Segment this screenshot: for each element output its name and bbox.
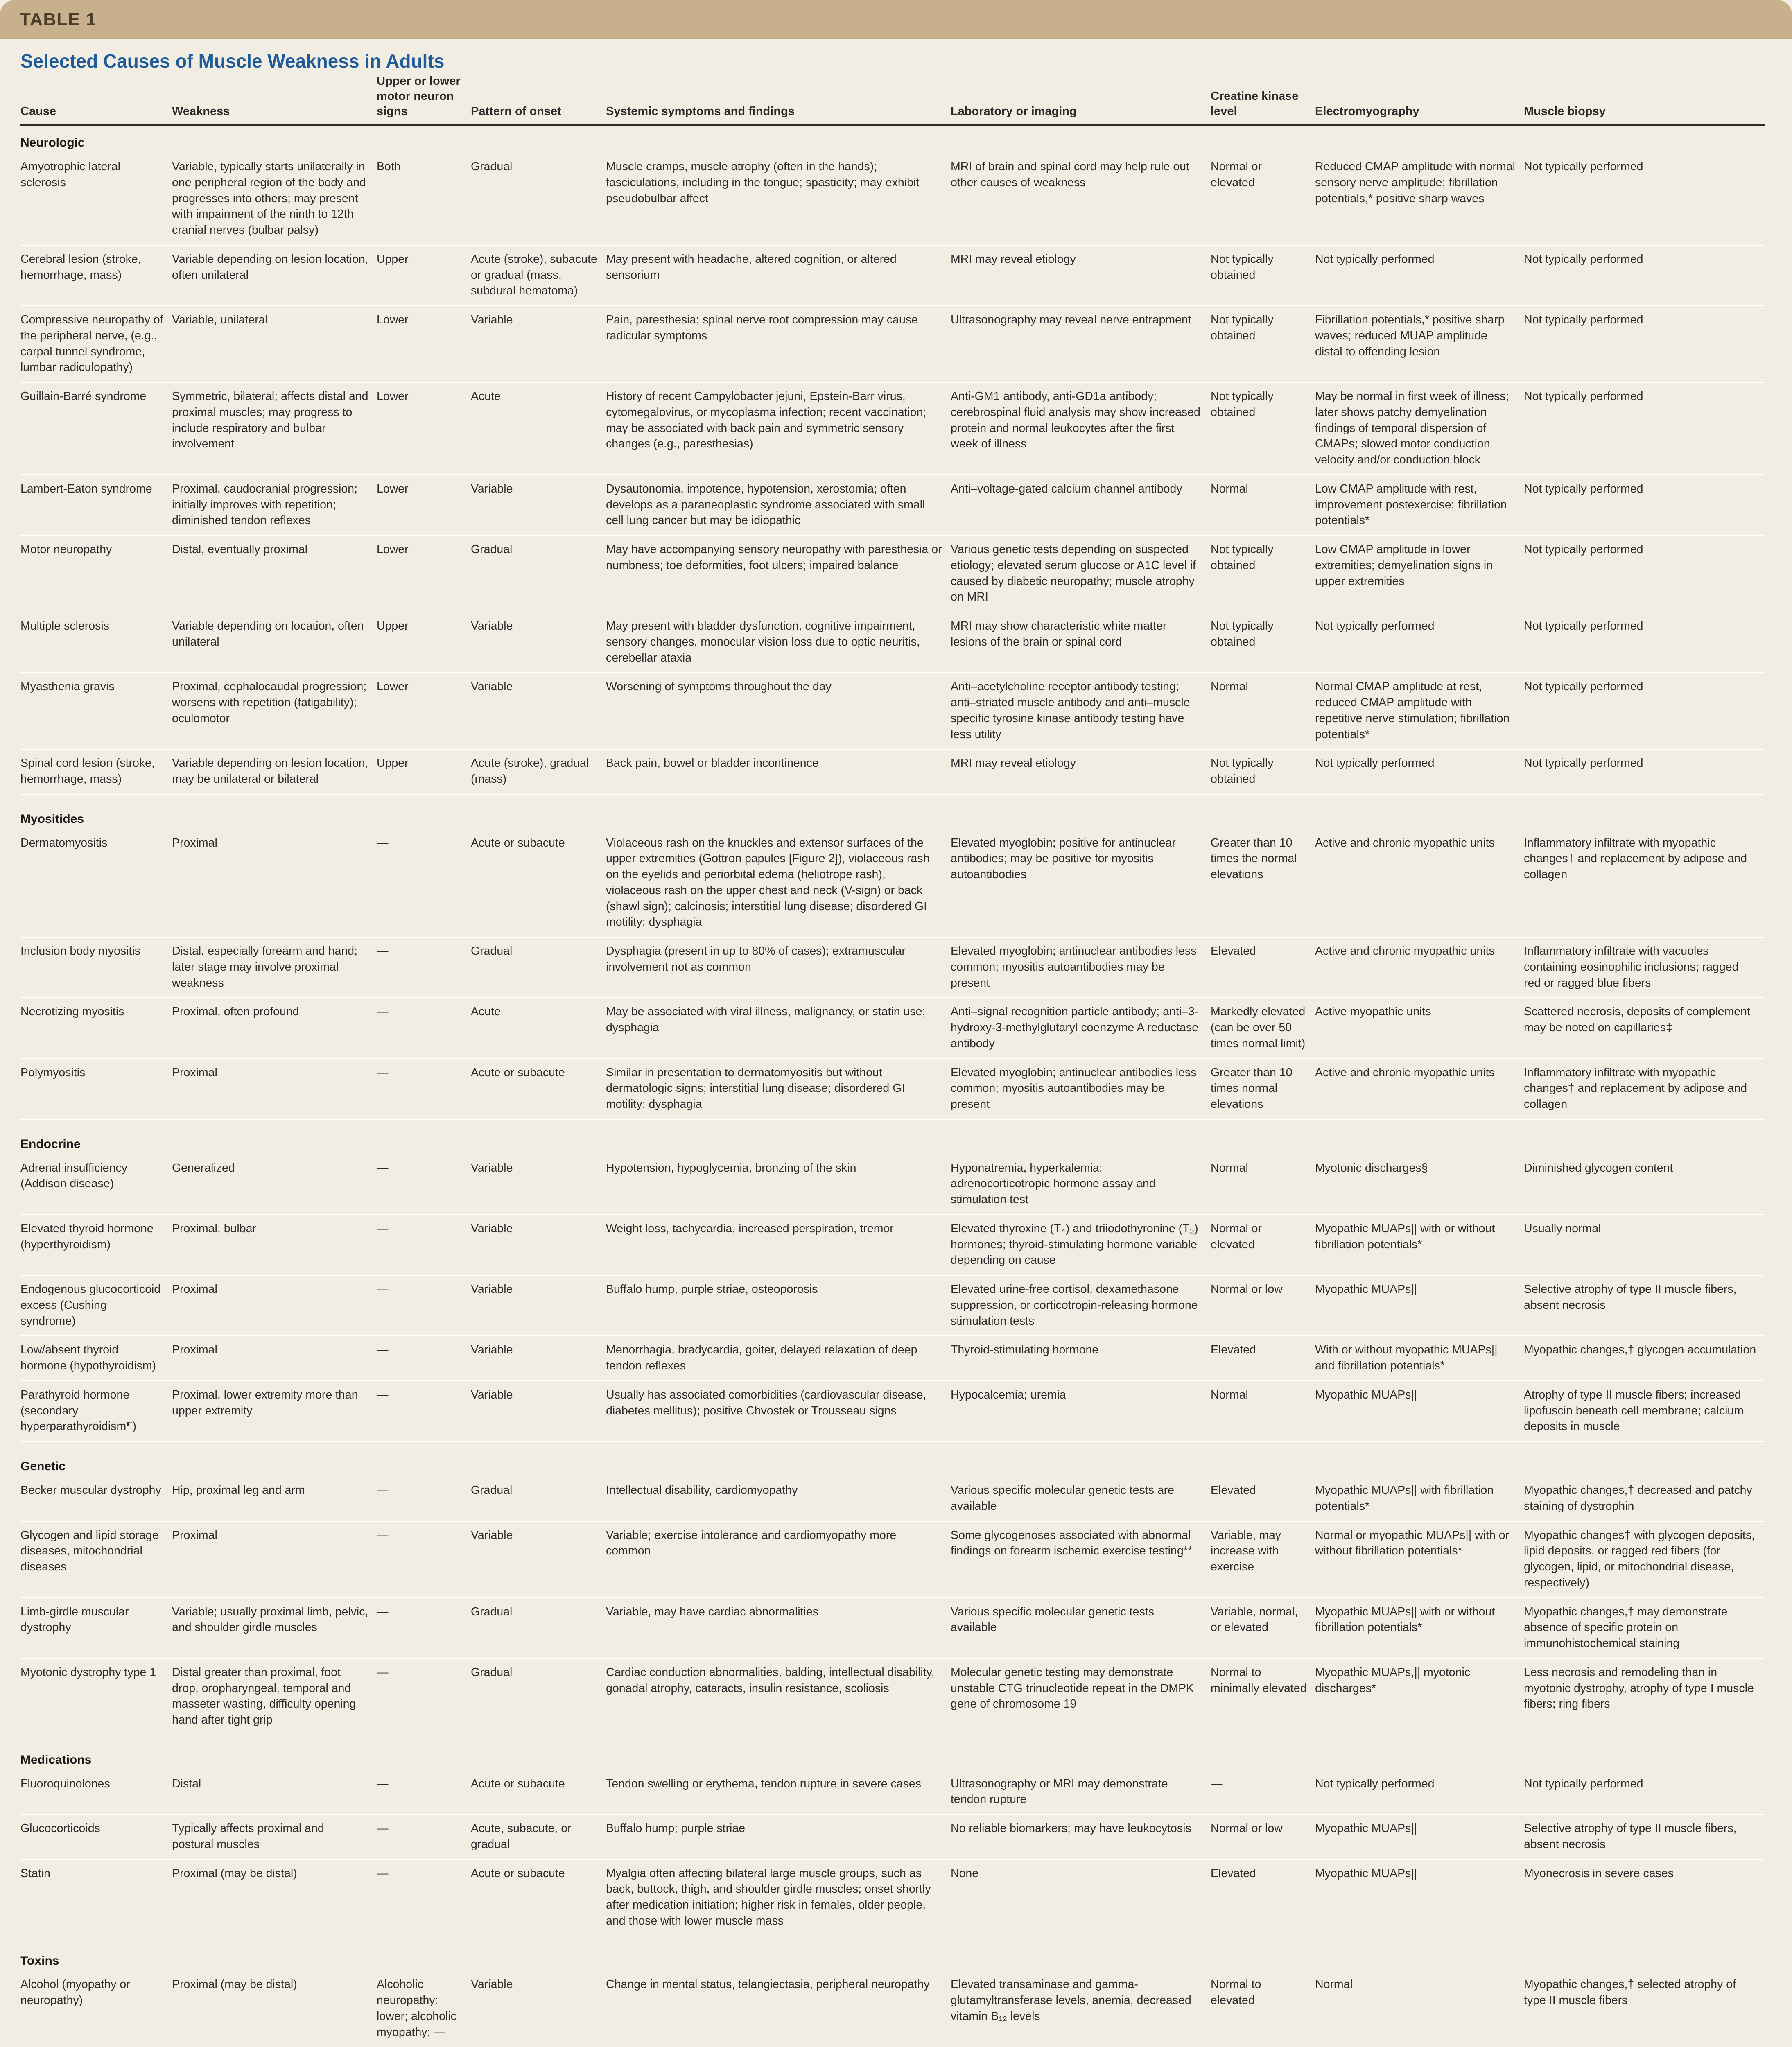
section-title: Neurologic [20,136,85,150]
table-row [20,1477,1765,1521]
column-header: Systemic symptoms and findings [606,74,951,125]
table-cell: Elevated thyroid hormone (hyperthyroidism) [20,1215,172,1275]
table-cell: Acute (stroke), subacute or gradual (mass, subdural hematoma) [471,245,606,306]
table-row [20,1059,1765,1119]
table-cell: Elevated myoglobin; antinuclear antibodies less common; myositis autoantibodies may be present [951,937,1211,998]
table-cell: — [377,1477,471,1521]
table-cell: MRI may show characteristic white matter lesions of the brain or spinal cord [951,612,1211,673]
table-cell: Not typically obtained [1211,612,1315,673]
table-cell: Upper [377,245,471,306]
table-cell: Myopathic MUAPs|| [1315,1859,1524,1936]
table-cell: Not typically performed [1524,245,1765,306]
table-cell: Elevated [1211,1336,1315,1381]
table-cell: Variable depending on lesion location, often unilateral [172,245,377,306]
column-header: Pattern of onset [471,74,606,125]
table-cell: Myonecrosis in severe cases [1524,1859,1765,1936]
table-cell: Generalized [172,1155,377,1215]
table-cell: — [377,1770,471,1815]
table-cell: Variable [471,1971,606,2047]
table-cell: History of recent Campylobacter jejuni, Epstein-Barr virus, cytomegalovirus, or mycoplasma infection; recent vaccination; may be associated with back pain and symmetric sensory changes (e.g., paresthesias) [606,382,951,475]
section-title: Endocrine [20,1137,81,1151]
table-cell: Distal, eventually proximal [172,535,377,612]
table-cell: Proximal, often profound [172,998,377,1058]
table-cell: Muscle cramps, muscle atrophy (often in the hands); fasciculations, including in the tongue; spasticity; may exhibit pseudobulbar affect [606,153,951,245]
table-cell: Elevated [1211,1477,1315,1521]
table-cell: Upper [377,749,471,794]
table-cell: — [377,1521,471,1598]
table-row [20,937,1765,998]
table-cell: Motor neuropathy [20,535,172,612]
table-cell: Pain, paresthesia; spinal nerve root compression may cause radicular symptoms [606,306,951,382]
table-cell: Not typically performed [1524,382,1765,475]
table-cell: Variable, typically starts unilaterally in one peripheral region of the body and progresses into others; may present with impairment of the ninth to 12th cranial nerves (bulbar palsy) [172,153,377,245]
table-cell: Not typically performed [1315,1770,1524,1815]
table-cell: Adrenal insufficiency (Addison disease) [20,1155,172,1215]
table-cell: Proximal [172,1521,377,1598]
table-cell: Intellectual disability, cardiomyopathy [606,1477,951,1521]
table-cell: Similar in presentation to dermatomyositis but without dermatologic signs; interstitial lung disease; disordered GI motility; dysphagia [606,1059,951,1119]
table-cell: Not typically performed [1315,612,1524,673]
table-cell: Variable depending on lesion location, may be unilateral or bilateral [172,749,377,794]
table-cell: Variable [471,475,606,535]
table-cell: Gradual [471,153,606,245]
table-row [20,612,1765,673]
table-cell: Gradual [471,535,606,612]
table-cell: Low CMAP amplitude with rest, improvement postexercise; fibrillation potentials* [1315,475,1524,535]
table-cell: None [951,1859,1211,1936]
table-cell: — [377,1859,471,1936]
table-cell: Proximal [172,1336,377,1381]
table-cell: Dysphagia (present in up to 80% of cases); extramuscular involvement not as common [606,937,951,998]
table-cell: Parathyroid hormone (secondary hyperparathyroidism¶) [20,1381,172,1441]
section-title: Toxins [20,1954,59,1968]
weakness-causes-table [20,74,1765,2047]
table-cell: Variable, may have cardiac abnormalities [606,1598,951,1658]
table-cell: Markedly elevated (can be over 50 times normal limit) [1211,998,1315,1058]
table-cell: MRI may reveal etiology [951,245,1211,306]
table-cell: Myopathic changes,† glycogen accumulation [1524,1336,1765,1381]
table-cell: MRI of brain and spinal cord may help rule out other causes of weakness [951,153,1211,245]
table-cell: Myopathic changes† with glycogen deposits, lipid deposits, or ragged red fibers (for glycogen, lipid, or mitochondrial disease, respectively) [1524,1521,1765,1598]
table-cell: Dermatomyositis [20,829,172,938]
table-cell: Variable, unilateral [172,306,377,382]
table-cell: Buffalo hump; purple striae [606,1814,951,1859]
table-cell: Molecular genetic testing may demonstrate unstable CTG trinucleotide repeat in the DMPK gene of chromosome 19 [951,1658,1211,1735]
table-cell: — [377,1381,471,1441]
table-cell: Elevated [1211,937,1315,998]
table-cell: Variable [471,1381,606,1441]
table-cell: Lower [377,475,471,535]
table-cell: Active myopathic units [1315,998,1524,1058]
table-cell: Diminished glycogen content [1524,1155,1765,1215]
table-cell: Active and chronic myopathic units [1315,937,1524,998]
table-cell: Acute or subacute [471,1859,606,1936]
section-header-row [20,1441,1765,1477]
table-cell: Violaceous rash on the knuckles and extensor surfaces of the upper extremities (Gottron papules [Figure 2]), violaceous rash on the eyelids and periorbital edema (heliotrope rash), violaceous rash on the upper chest and neck (V-sign) or back (shawl sign); calcinosis; interstitial lung disease; disordered GI motility; dysphagia [606,829,951,938]
table-row [20,245,1765,306]
table-cell: Glucocorticoids [20,1814,172,1859]
table-cell: Normal or elevated [1211,153,1315,245]
table-cell: Not typically obtained [1211,749,1315,794]
table-cell: Low/absent thyroid hormone (hypothyroidism) [20,1336,172,1381]
table-row [20,1381,1765,1441]
table-title: Selected Causes of Muscle Weakness in Adults [20,50,445,72]
table-cell: Myalgia often affecting bilateral large muscle groups, such as back, buttock, thigh, and shoulder girdle muscles; onset shortly after medication initiation; higher risk in females, older people, and those with lower muscle mass [606,1859,951,1936]
table-cell: Limb-girdle muscular dystrophy [20,1598,172,1658]
table-banner: TABLE 1 [0,0,1792,39]
table-cell: Variable [471,673,606,749]
table-row [20,1215,1765,1275]
table-cell: Normal [1211,1381,1315,1441]
table-row [20,306,1765,382]
table-body [20,125,1765,2047]
table-cell: Proximal [172,1275,377,1336]
table-cell: No reliable biomarkers; may have leukocytosis [951,1814,1211,1859]
table-cell: Myotonic discharges§ [1315,1155,1524,1215]
table-cell: May present with headache, altered cognition, or altered sensorium [606,245,951,306]
table-cell: Acute or subacute [471,1770,606,1815]
table-cell: Not typically obtained [1211,245,1315,306]
table-cell: Acute, subacute, or gradual [471,1814,606,1859]
table-cell: Not typically performed [1524,1770,1765,1815]
column-header: Creatine kinase level [1211,74,1315,125]
table-cell: Distal greater than proximal, foot drop, oropharyngeal, temporal and masseter wasting, difficulty opening hand after tight grip [172,1658,377,1735]
column-header: Weakness [172,74,377,125]
table-cell: — [377,998,471,1058]
table-cell: Buffalo hump, purple striae, osteoporosis [606,1275,951,1336]
table-row [20,475,1765,535]
table-cell: Normal CMAP amplitude at rest, reduced CMAP amplitude with repetitive nerve stimulation; fibrillation potentials* [1315,673,1524,749]
table-cell: Not typically performed [1524,612,1765,673]
table-cell: Greater than 10 times normal elevations [1211,1059,1315,1119]
table-cell: Ultrasonography or MRI may demonstrate tendon rupture [951,1770,1211,1815]
section-title: Medications [20,1753,92,1767]
table-cell: Not typically performed [1524,475,1765,535]
table-cell: Scattered necrosis, deposits of complement may be noted on capillaries‡ [1524,998,1765,1058]
table-cell: Not typically obtained [1211,382,1315,475]
table-cell: Variable [471,1215,606,1275]
table-cell: Myopathic changes,† may demonstrate absence of specific protein on immunohistochemical staining [1524,1598,1765,1658]
table-cell: Normal [1315,1971,1524,2047]
table-cell: Compressive neuropathy of the peripheral nerve, (e.g., carpal tunnel syndrome, lumbar radiculopathy) [20,306,172,382]
table-cell: Elevated myoglobin; positive for antinuclear antibodies; may be positive for myositis autoantibodies [951,829,1211,938]
column-header: Cause [20,74,172,125]
table-cell: Variable, may increase with exercise [1211,1521,1315,1598]
table-cell: Elevated [1211,1859,1315,1936]
table-cell: Elevated transaminase and gamma-glutamyltransferase levels, anemia, decreased vitamin B₁₂ levels [951,1971,1211,2047]
table-cell: Low CMAP amplitude in lower extremities; demyelination signs in upper extremities [1315,535,1524,612]
table-cell: Elevated urine-free cortisol, dexamethasone suppression, or corticotropin-releasing hormone stimulation tests [951,1275,1211,1336]
table-cell: Variable [471,612,606,673]
table-cell: Not typically performed [1524,535,1765,612]
table-header [20,74,1765,125]
table-cell: Variable, normal, or elevated [1211,1598,1315,1658]
table-cell: Proximal, caudocranial progression; initially improves with repetition; diminished tendon reflexes [172,475,377,535]
table-row [20,1971,1765,2047]
section-title: Genetic [20,1460,66,1473]
table-cell: Symmetric, bilateral; affects distal and proximal muscles; may progress to include respiratory and bulbar involvement [172,382,377,475]
table-cell: Not typically performed [1524,749,1765,794]
table-cell: Selective atrophy of type II muscle fibers, absent necrosis [1524,1814,1765,1859]
table-cell: Not typically performed [1524,153,1765,245]
table-cell: Distal, especially forearm and hand; later stage may involve proximal weakness [172,937,377,998]
table-cell: Various specific molecular genetic tests are available [951,1477,1211,1521]
table-cell: Selective atrophy of type II muscle fibers, absent necrosis [1524,1275,1765,1336]
table-cell: Lower [377,306,471,382]
table-cell: Acute (stroke), gradual (mass) [471,749,606,794]
table-cell: Typically affects proximal and postural muscles [172,1814,377,1859]
table-cell: Variable [471,1275,606,1336]
table-cell: Dysautonomia, impotence, hypotension, xerostomia; often develops as a paraneoplastic syndrome associated with small cell lung cancer but may be idiopathic [606,475,951,535]
table-cell: With or without myopathic MUAPs|| and fibrillation potentials* [1315,1336,1524,1381]
table-cell: — [1211,1770,1315,1815]
table-cell: May have accompanying sensory neuropathy with paresthesia or numbness; toe deformities, foot ulcers; impaired balance [606,535,951,612]
table-cell: Usually has associated comorbidities (cardiovascular disease, diabetes mellitus); positive Chvostek or Trousseau signs [606,1381,951,1441]
table-cell: Greater than 10 times the normal elevations [1211,829,1315,938]
table-cell: — [377,1275,471,1336]
table-cell: Normal [1211,475,1315,535]
table-cell: Not typically performed [1524,306,1765,382]
column-header: Laboratory or imaging [951,74,1211,125]
table-cell: Reduced CMAP amplitude with normal sensory nerve amplitude; fibrillation potentials,* positive sharp waves [1315,153,1524,245]
table-cell: Myopathic MUAPs|| [1315,1381,1524,1441]
column-header: Muscle biopsy [1524,74,1765,125]
table-cell: Elevated myoglobin; antinuclear antibodies less common; myositis autoantibodies may be present [951,1059,1211,1119]
table-cell: Distal [172,1770,377,1815]
table-cell: Cardiac conduction abnormalities, balding, intellectual disability, gonadal atrophy, cataracts, insulin resistance, scoliosis [606,1658,951,1735]
table-cell: Myopathic MUAPs,|| myotonic discharges* [1315,1658,1524,1735]
table-cell: Acute or subacute [471,829,606,938]
table-cell: Inflammatory infiltrate with myopathic changes† and replacement by adipose and collagen [1524,1059,1765,1119]
table-cell: Lambert-Eaton syndrome [20,475,172,535]
table-cell: — [377,937,471,998]
section-header-row [20,125,1765,153]
table-cell: Myopathic changes,† decreased and patchy staining of dystrophin [1524,1477,1765,1521]
table-row [20,1770,1765,1815]
table-cell: Acute or subacute [471,1059,606,1119]
table-row [20,1658,1765,1735]
table-cell: Various specific molecular genetic tests available [951,1598,1211,1658]
table-cell: Inclusion body myositis [20,937,172,998]
table-cell: Proximal, cephalocaudal progression; worsens with repetition (fatigability); oculomotor [172,673,377,749]
table-cell: Anti–voltage-gated calcium channel antibody [951,475,1211,535]
table-cell: Anti–signal recognition particle antibody; anti–3-hydroxy-3-methylglutaryl coenzyme A reductase antibody [951,998,1211,1058]
section-header-row [20,1735,1765,1770]
table-cell: Hypotension, hypoglycemia, bronzing of the skin [606,1155,951,1215]
table-cell: — [377,1155,471,1215]
section-header-row [20,794,1765,829]
table-cell: Usually normal [1524,1215,1765,1275]
table-row [20,1859,1765,1936]
table-cell: Hip, proximal leg and arm [172,1477,377,1521]
table-cell: Normal to elevated [1211,1971,1315,2047]
table-cell: Myopathic MUAPs|| [1315,1814,1524,1859]
table-cell: Normal or low [1211,1275,1315,1336]
table-cell: Statin [20,1859,172,1936]
table-row [20,1155,1765,1215]
table-cell: Variable [471,1336,606,1381]
table-cell: Hyponatremia, hyperkalemia; adrenocorticotropic hormone assay and stimulation test [951,1155,1211,1215]
table-cell: Proximal [172,829,377,938]
table-cell: Anti–acetylcholine receptor antibody testing; anti–striated muscle antibody and anti–muscle specific tyrosine kinase antibody testing have less utility [951,673,1211,749]
table-cell: Gradual [471,1598,606,1658]
table-cell: Lower [377,382,471,475]
table-row [20,153,1765,245]
table-cell: Alcoholic neuropathy: lower; alcoholic myopathy: — [377,1971,471,2047]
table-cell: Less necrosis and remodeling than in myotonic dystrophy, atrophy of type I muscle fibers; ring fibers [1524,1658,1765,1735]
table-cell: Normal or myopathic MUAPs|| with or without fibrillation potentials* [1315,1521,1524,1598]
table-cell: May be associated with viral illness, malignancy, or statin use; dysphagia [606,998,951,1058]
table-cell: Not typically performed [1524,673,1765,749]
table-cell: Ultrasonography may reveal nerve entrapment [951,306,1211,382]
table-cell: Change in mental status, telangiectasia, peripheral neuropathy [606,1971,951,2047]
table-cell: Tendon swelling or erythema, tendon rupture in severe cases [606,1770,951,1815]
table-row [20,829,1765,938]
table-cell: Worsening of symptoms throughout the day [606,673,951,749]
table-cell: Thyroid-stimulating hormone [951,1336,1211,1381]
table-cell: Becker muscular dystrophy [20,1477,172,1521]
table-cell: Myasthenia gravis [20,673,172,749]
table-cell: Not typically obtained [1211,535,1315,612]
column-header: Upper or lower motor neuron signs [377,74,471,125]
table-cell: — [377,1215,471,1275]
table-cell: — [377,1059,471,1119]
header-row [20,74,1765,125]
table-cell: Lower [377,673,471,749]
table-cell: Proximal, lower extremity more than upper extremity [172,1381,377,1441]
table-cell: — [377,1658,471,1735]
table-cell: Weight loss, tachycardia, increased perspiration, tremor [606,1215,951,1275]
table-cell: — [377,1814,471,1859]
table-row [20,673,1765,749]
table-cell: Both [377,153,471,245]
table-cell: Variable depending on location, often unilateral [172,612,377,673]
table-cell: Myopathic MUAPs|| with fibrillation potentials* [1315,1477,1524,1521]
table-cell: Amyotrophic lateral sclerosis [20,153,172,245]
table-cell: Acute [471,998,606,1058]
table-cell: Guillain-Barré syndrome [20,382,172,475]
table-row [20,535,1765,612]
table-cell: Variable; usually proximal limb, pelvic, and shoulder girdle muscles [172,1598,377,1658]
table-cell: Anti-GM1 antibody, anti-GD1a antibody; cerebrospinal fluid analysis may show increased protein and normal leukocytes after the first week of illness [951,382,1211,475]
table-cell: Fibrillation potentials,* positive sharp waves; reduced MUAP amplitude distal to offending lesion [1315,306,1524,382]
table-cell: Normal [1211,673,1315,749]
table-cell: Variable [471,1521,606,1598]
table-row [20,749,1765,794]
table-cell: Atrophy of type II muscle fibers; increased lipofuscin beneath cell membrane; calcium deposits in muscle [1524,1381,1765,1441]
table-cell: Fluoroquinolones [20,1770,172,1815]
table-cell: Back pain, bowel or bladder incontinence [606,749,951,794]
table-cell: Normal to minimally elevated [1211,1658,1315,1735]
column-header: Electromyography [1315,74,1524,125]
table-cell: Normal [1211,1155,1315,1215]
table-cell: MRI may reveal etiology [951,749,1211,794]
table-cell: Alcohol (myopathy or neuropathy) [20,1971,172,2047]
table-cell: Myopathic MUAPs|| with or without fibrillation potentials* [1315,1215,1524,1275]
table-cell: Elevated thyroxine (T₄) and triiodothyronine (T₃) hormones; thyroid-stimulating hormone variable depending on cause [951,1215,1211,1275]
table-cell: Inflammatory infiltrate with myopathic changes† and replacement by adipose and collagen [1524,829,1765,938]
table-row [20,382,1765,475]
table-cell: Gradual [471,1658,606,1735]
table-cell: Multiple sclerosis [20,612,172,673]
table-cell: Proximal (may be distal) [172,1859,377,1936]
table-cell: Proximal (may be distal) [172,1971,377,2047]
table-cell: Variable [471,1155,606,1215]
table-cell: — [377,829,471,938]
table-cell: Proximal [172,1059,377,1119]
table-cell: Normal or elevated [1211,1215,1315,1275]
table-cell: Some glycogenoses associated with abnormal findings on forearm ischemic exercise testing** [951,1521,1211,1598]
table-cell: Cerebral lesion (stroke, hemorrhage, mass) [20,245,172,306]
table-cell: Inflammatory infiltrate with vacuoles containing eosinophilic inclusions; ragged red or ragged blue fibers [1524,937,1765,998]
table-cell: Acute [471,382,606,475]
table-cell: Gradual [471,937,606,998]
section-header-row [20,1119,1765,1155]
table-cell: Myopathic MUAPs|| [1315,1275,1524,1336]
table-cell: Variable; exercise intolerance and cardiomyopathy more common [606,1521,951,1598]
table-cell: Endogenous glucocorticoid excess (Cushing syndrome) [20,1275,172,1336]
table-cell: Not typically obtained [1211,306,1315,382]
table-cell: Glycogen and lipid storage diseases, mitochondrial diseases [20,1521,172,1598]
table-cell: Myopathic MUAPs|| with or without fibrillation potentials* [1315,1598,1524,1658]
table-cell: Upper [377,612,471,673]
table-row [20,1814,1765,1859]
table-row [20,1598,1765,1658]
table-cell: Variable [471,306,606,382]
table-row [20,1336,1765,1381]
table-cell: Lower [377,535,471,612]
table-cell: Not typically performed [1315,749,1524,794]
table-cell: Myotonic dystrophy type 1 [20,1658,172,1735]
table-cell: Gradual [471,1477,606,1521]
table-cell: Menorrhagia, bradycardia, goiter, delayed relaxation of deep tendon reflexes [606,1336,951,1381]
table-cell: May present with bladder dysfunction, cognitive impairment, sensory changes, monocular vision loss due to optic neuritis, cerebellar ataxia [606,612,951,673]
section-title: Myositides [20,812,84,826]
table-cell: Proximal, bulbar [172,1215,377,1275]
table-cell: Normal or low [1211,1814,1315,1859]
table-cell: Necrotizing myositis [20,998,172,1058]
table-cell: Not typically performed [1315,245,1524,306]
table-row [20,1521,1765,1598]
table-cell: May be normal in first week of illness; later shows patchy demyelination findings of temporal dispersion of CMAPs; slowed motor conduction velocity and/or conduction block [1315,382,1524,475]
table-cell: Myopathic changes,† selected atrophy of type II muscle fibers [1524,1971,1765,2047]
section-header-row [20,1936,1765,1971]
table-cell: Hypocalcemia; uremia [951,1381,1211,1441]
table-cell: Polymyositis [20,1059,172,1119]
table-cell: Various genetic tests depending on suspected etiology; elevated serum glucose or A1C level if caused by diabetic neuropathy; muscle atrophy on MRI [951,535,1211,612]
table-row [20,998,1765,1058]
table-cell: Spinal cord lesion (stroke, hemorrhage, mass) [20,749,172,794]
table-cell: — [377,1336,471,1381]
table-cell: — [377,1598,471,1658]
table-row [20,1275,1765,1336]
table-cell: Active and chronic myopathic units [1315,829,1524,938]
table-cell: Active and chronic myopathic units [1315,1059,1524,1119]
